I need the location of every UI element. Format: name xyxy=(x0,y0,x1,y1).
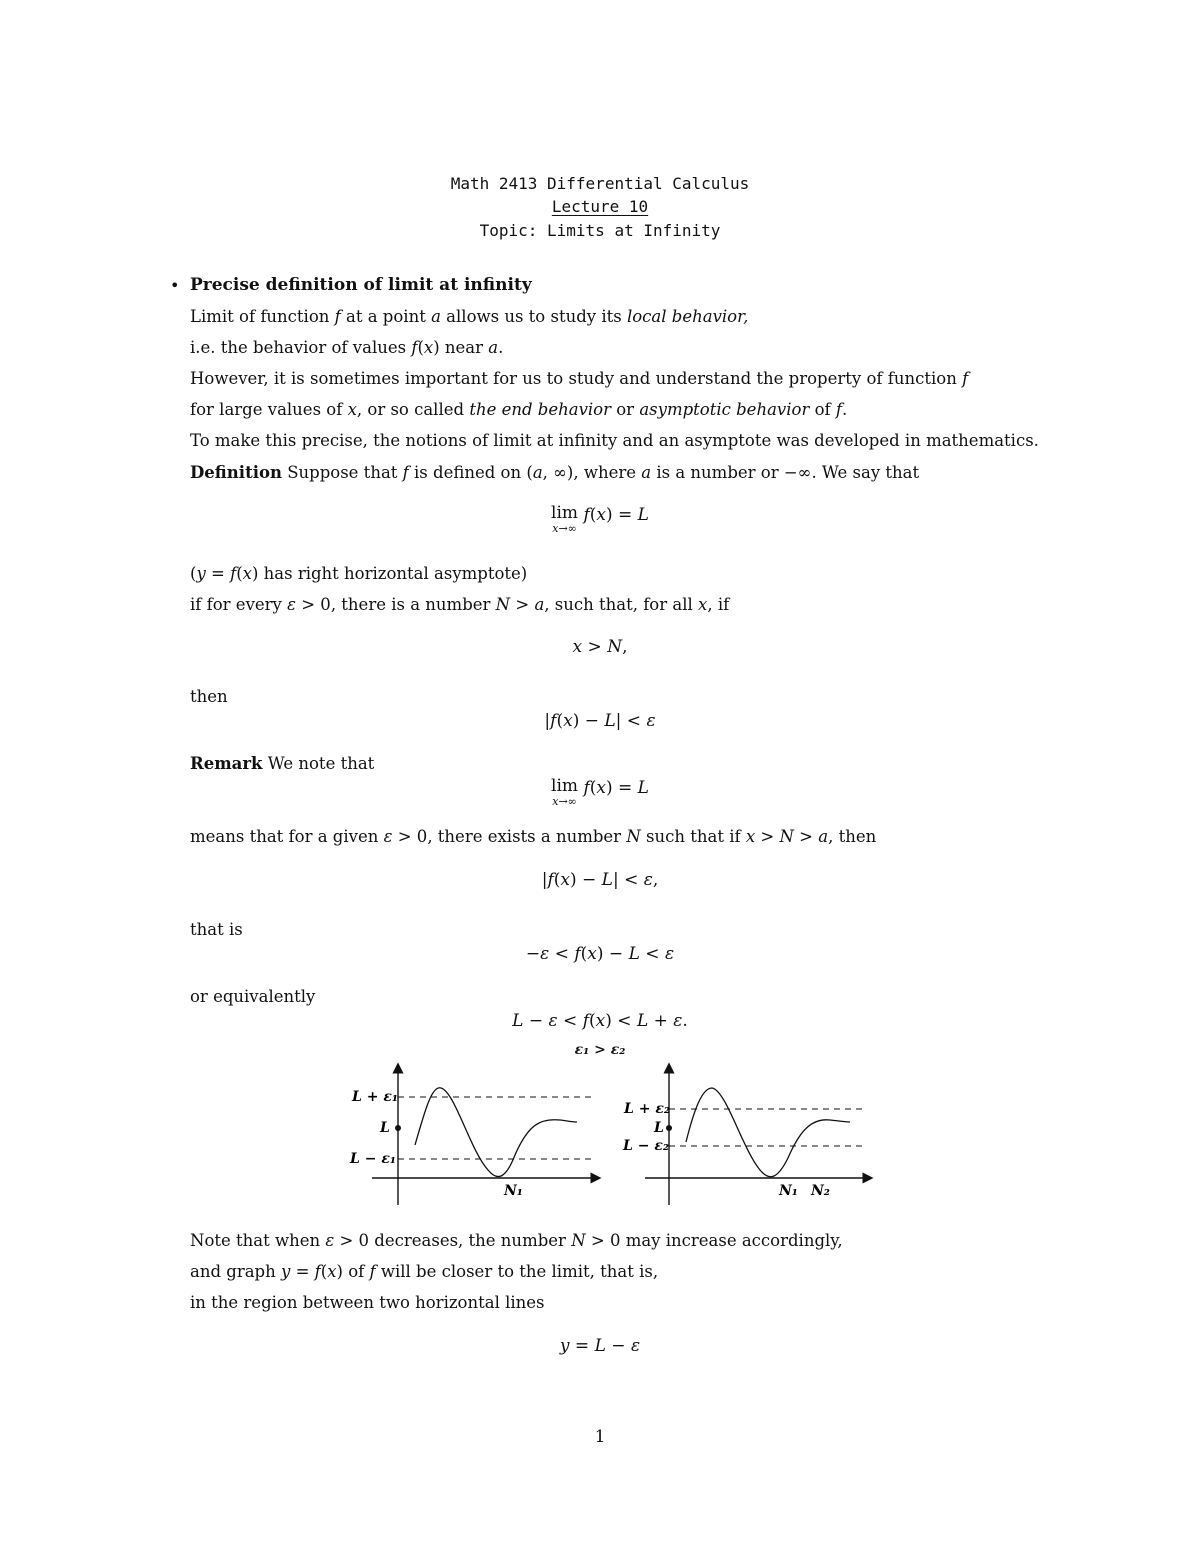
asymptote-line: (y = f(x) has right horizontal asymptote) xyxy=(190,564,528,583)
note-line-3: in the region between two horizontal lines xyxy=(190,1293,545,1312)
figure-caption: ε₁ > ε₂ xyxy=(574,1042,626,1058)
intro-line-2: i.e. the behavior of values f(x) near a. xyxy=(190,338,504,357)
remark-line: Remark We note that xyxy=(190,754,375,773)
right-upper-label: L + ε₂ xyxy=(624,1101,670,1117)
right-lower-label: L − ε₂ xyxy=(623,1138,669,1154)
note-line-2: and graph y = f(x) of f will be closer to the limit, that is, xyxy=(190,1262,659,1281)
bullet-icon: • xyxy=(170,276,180,295)
limit-equation-1: lim x→∞ f(x) = L xyxy=(551,503,649,535)
course-title: Math 2413 Differential Calculus xyxy=(450,174,750,193)
condition-line: if for every ε > 0, there is a number N > a, such that, for all x, if xyxy=(190,595,730,614)
epsilon-inequality-1: |f(x) − L| < ε xyxy=(544,711,656,731)
lecture-topic: Topic: Limits at Infinity xyxy=(479,221,721,240)
epsilon-inequality-4: L − ε < f(x) < L + ε. xyxy=(512,1011,688,1031)
then-text: then xyxy=(190,687,228,706)
note-line-1: Note that when ε > 0 decreases, the number N > 0 may increase accordingly, xyxy=(190,1231,843,1250)
left-limit-point xyxy=(395,1125,401,1131)
definition-line: Definition Suppose that f is defined on (a, ∞), where a is a number or −∞. We say that xyxy=(190,463,920,482)
right-mid-label: L xyxy=(654,1120,664,1136)
intro-line-1: Limit of function f at a point a allows us to study its local behavior, xyxy=(190,307,749,326)
epsilon-inequality-2: |f(x) − L| < ε, xyxy=(541,870,659,890)
right-n2-label: N₂ xyxy=(811,1183,830,1199)
intro-line-3: However, it is sometimes important for us to study and understand the property of function f xyxy=(190,369,969,388)
condition-equation: x > N, xyxy=(572,637,628,657)
intro-line-5: To make this precise, the notions of limit at infinity and an asymptote was developed in mathematics. xyxy=(190,431,1039,450)
left-curve xyxy=(415,1088,577,1177)
page-number: 1 xyxy=(594,1427,606,1447)
lower-line-equation: y = L − ε xyxy=(559,1336,641,1356)
or-equivalently-text: or equivalently xyxy=(190,987,316,1006)
left-graph xyxy=(349,1068,596,1205)
intro-line-4: for large values of x, or so called the end behavior or asymptotic behavior of f. xyxy=(190,400,848,419)
right-limit-point xyxy=(666,1125,672,1131)
left-mid-label: L xyxy=(380,1120,390,1136)
that-is-text: that is xyxy=(190,920,243,939)
epsilon-band-figure xyxy=(0,1050,1200,1250)
right-graph xyxy=(622,1068,868,1205)
limit-equation-2: lim x→∞ f(x) = L xyxy=(551,776,649,808)
right-n1-label: N₁ xyxy=(779,1183,798,1199)
left-upper-label: L + ε₁ xyxy=(352,1089,398,1105)
left-n1-label: N₁ xyxy=(504,1183,523,1199)
right-curve xyxy=(686,1088,850,1177)
means-line: means that for a given ε > 0, there exists a number N such that if x > N > a, then xyxy=(190,827,877,846)
epsilon-inequality-3: −ε < f(x) − L < ε xyxy=(525,944,675,964)
lecture-number: Lecture 10 xyxy=(551,197,649,216)
left-lower-label: L − ε₁ xyxy=(350,1151,396,1167)
section-title: Precise definition of limit at infinity xyxy=(190,275,532,295)
